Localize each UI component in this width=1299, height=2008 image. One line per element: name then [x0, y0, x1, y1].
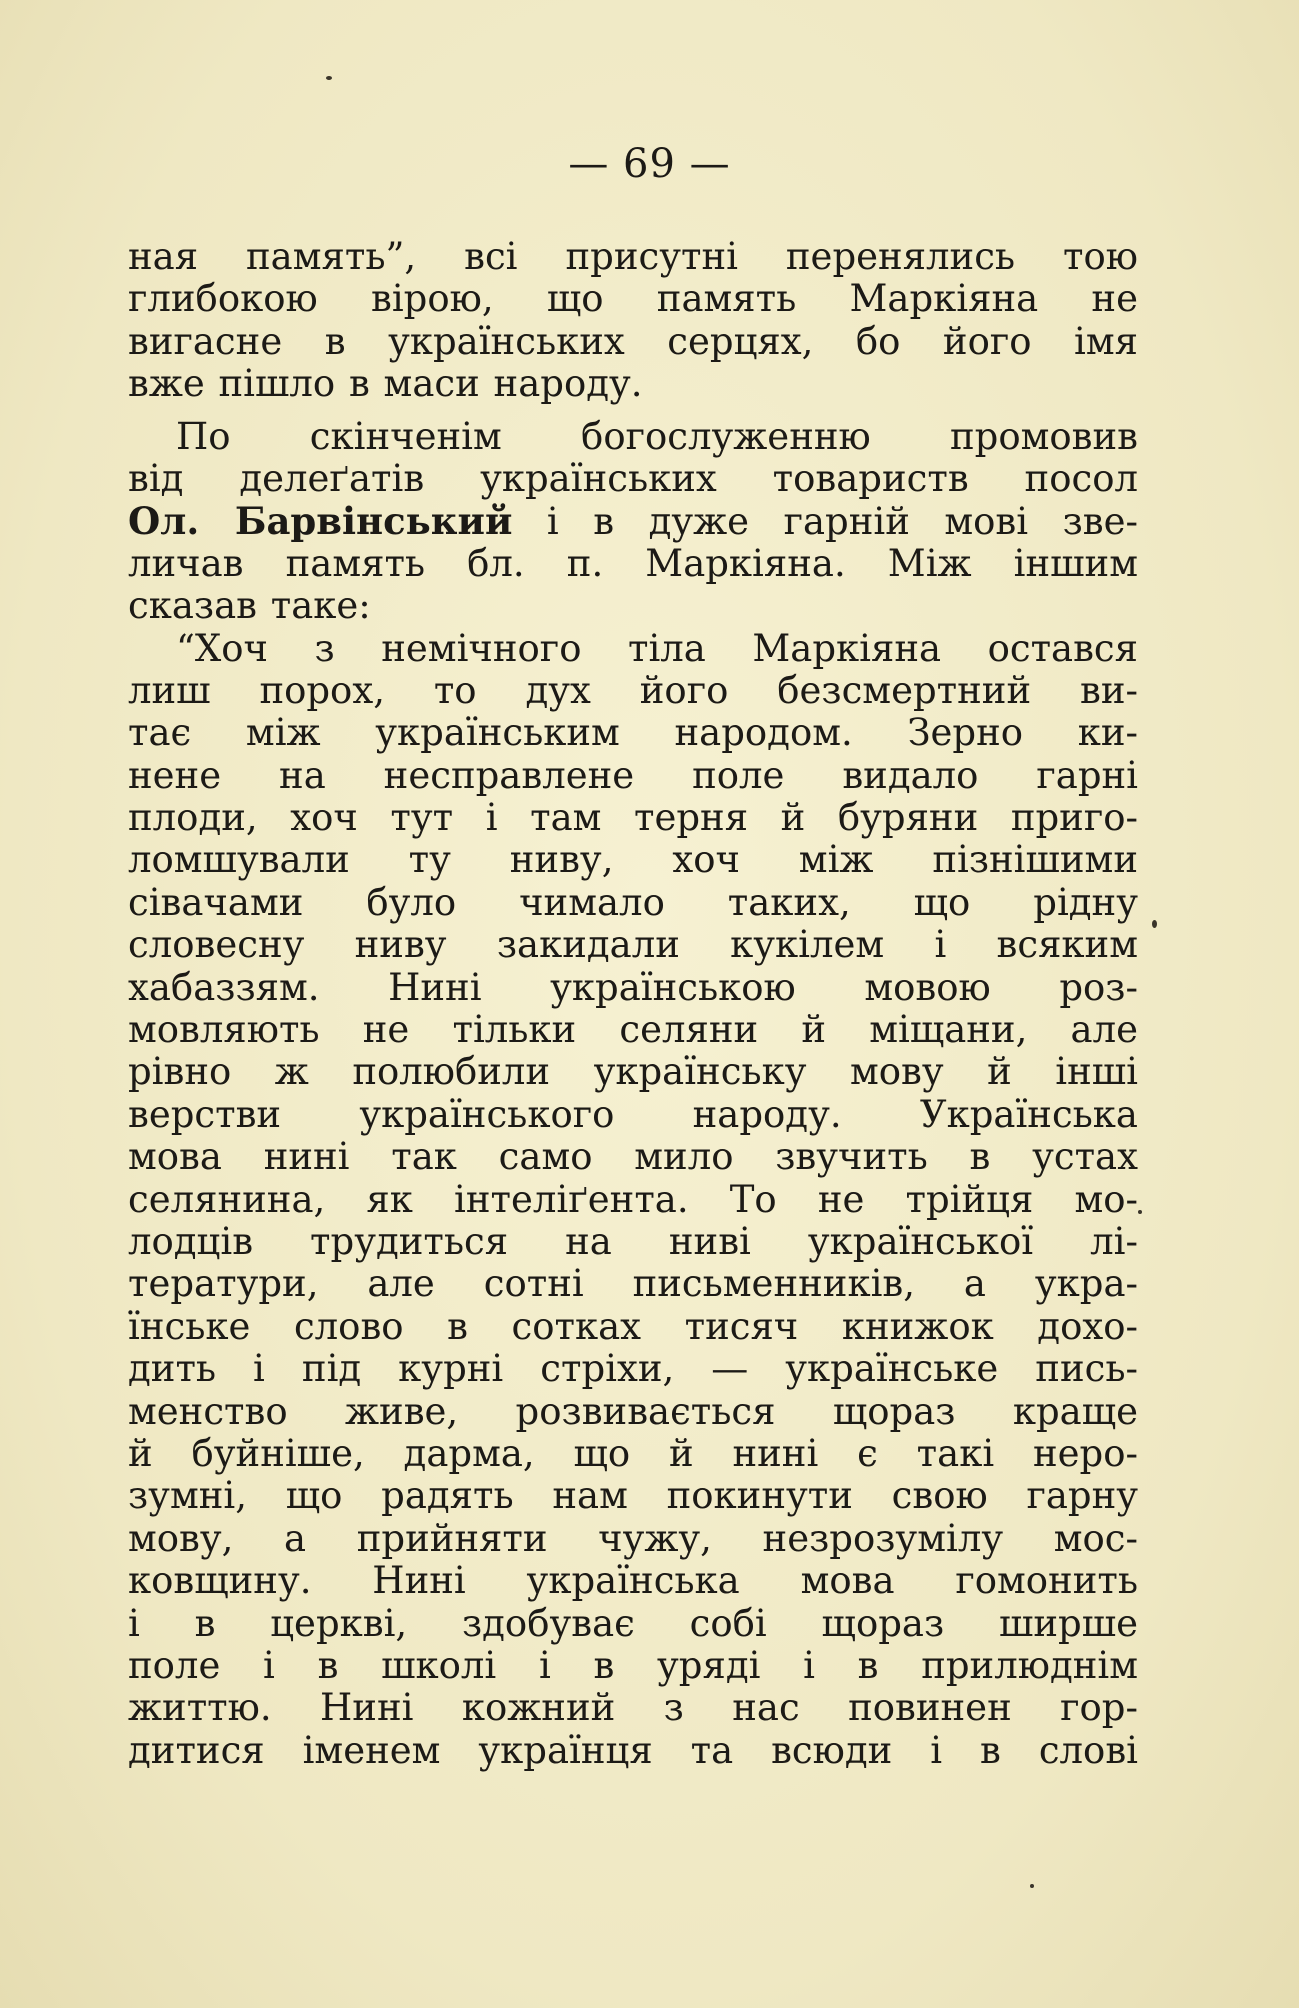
text-line: мова нині так само мило звучить в устах: [128, 1135, 1138, 1179]
text-line: “Хоч з немічного тіла Маркіяна остався: [176, 626, 1138, 670]
text-line: словесну ниву закидали кукілем і всяким: [128, 923, 1138, 967]
text-line: По скінченім богослуженню промовив: [176, 414, 1138, 458]
ink-speck: [1138, 1210, 1142, 1214]
text-line: дить і під курні стріхи, — українське пись-: [128, 1347, 1138, 1391]
text-line: мовляють не тільки селяни й міщани, але: [128, 1008, 1138, 1052]
text-line: менство живе, розвивається щораз краще: [128, 1389, 1138, 1433]
author-name: Ол. Барвінський: [128, 499, 513, 544]
text-line: тератури, але сотні письменників, а укра-: [128, 1262, 1138, 1306]
paragraph-1: [128, 236, 1138, 406]
text-line: вже пішло в маси народу.: [128, 362, 643, 406]
text-line: плоди, хоч тут і там терня й буряни приго-: [128, 796, 1138, 840]
text-line: сівачами було чимало таких, що рідну: [128, 880, 1138, 924]
text-line: і в церкві, здобуває собі щораз ширше: [128, 1601, 1138, 1645]
page-number: — 69 —: [568, 141, 731, 187]
text-line: ломшували ту ниву, хоч між пізнішими: [128, 838, 1138, 882]
text-line: личав память бл. п. Маркіяна. Між іншим: [128, 541, 1138, 585]
text-line: їнське слово в сотках тисяч книжок дохо-: [128, 1304, 1138, 1348]
text-line: селянина, як інтеліґента. То не трійця мо-: [128, 1177, 1138, 1221]
text-line: мову, а прийняти чужу, незрозумілу мос-: [128, 1516, 1138, 1560]
text-line: й буйніше, дарма, що й нині є такі неро-: [128, 1431, 1138, 1475]
text-line: ковщину. Нині українська мова гомонить: [128, 1559, 1138, 1603]
text-line: сказав таке:: [128, 584, 371, 628]
text-line: життю. Нині кожний з нас повинен гор-: [128, 1686, 1138, 1730]
page-text: [128, 236, 1138, 1772]
text-line: поле і в школі і в уряді і в прилюднім: [128, 1643, 1138, 1687]
text-line: зумні, що радять нам покинути свою гарну: [128, 1474, 1138, 1518]
text-line: рівно ж полюбили українську мову й інші: [128, 1050, 1138, 1094]
text-line: ная память”, всі присутні перенялись тою: [128, 235, 1138, 278]
ink-speck: [1152, 920, 1157, 928]
text-line: глибокою вірою, що память Маркіяна не: [128, 277, 1138, 321]
ink-speck: [1030, 1884, 1034, 1888]
text-line: верстви українського народу. Українська: [128, 1092, 1138, 1136]
paragraph-3-quote: [128, 628, 1138, 1773]
ink-speck: [326, 76, 332, 80]
text-line: нене на несправлене поле видало гарні: [128, 753, 1138, 797]
text-line: лодців трудиться на ниві української лі-: [128, 1219, 1138, 1263]
text-line: лиш порох, то дух його безсмертний ви-: [128, 668, 1138, 712]
text-line: від делеґатів українських товариств посол: [128, 456, 1138, 500]
text-line: тає між українським народом. Зерно ки-: [128, 711, 1138, 755]
text-line: дитися іменем українця та всюди і в слові: [128, 1728, 1138, 1772]
paragraph-2: [128, 416, 1138, 628]
text-line: хабаззям. Нині українською мовою роз-: [128, 965, 1138, 1009]
text-line: [128, 500, 1138, 542]
text-line: вигасне в українських серцях, бо його імя: [128, 319, 1138, 363]
text-fragment: і в дуже гарній мові зве-: [512, 500, 1138, 544]
